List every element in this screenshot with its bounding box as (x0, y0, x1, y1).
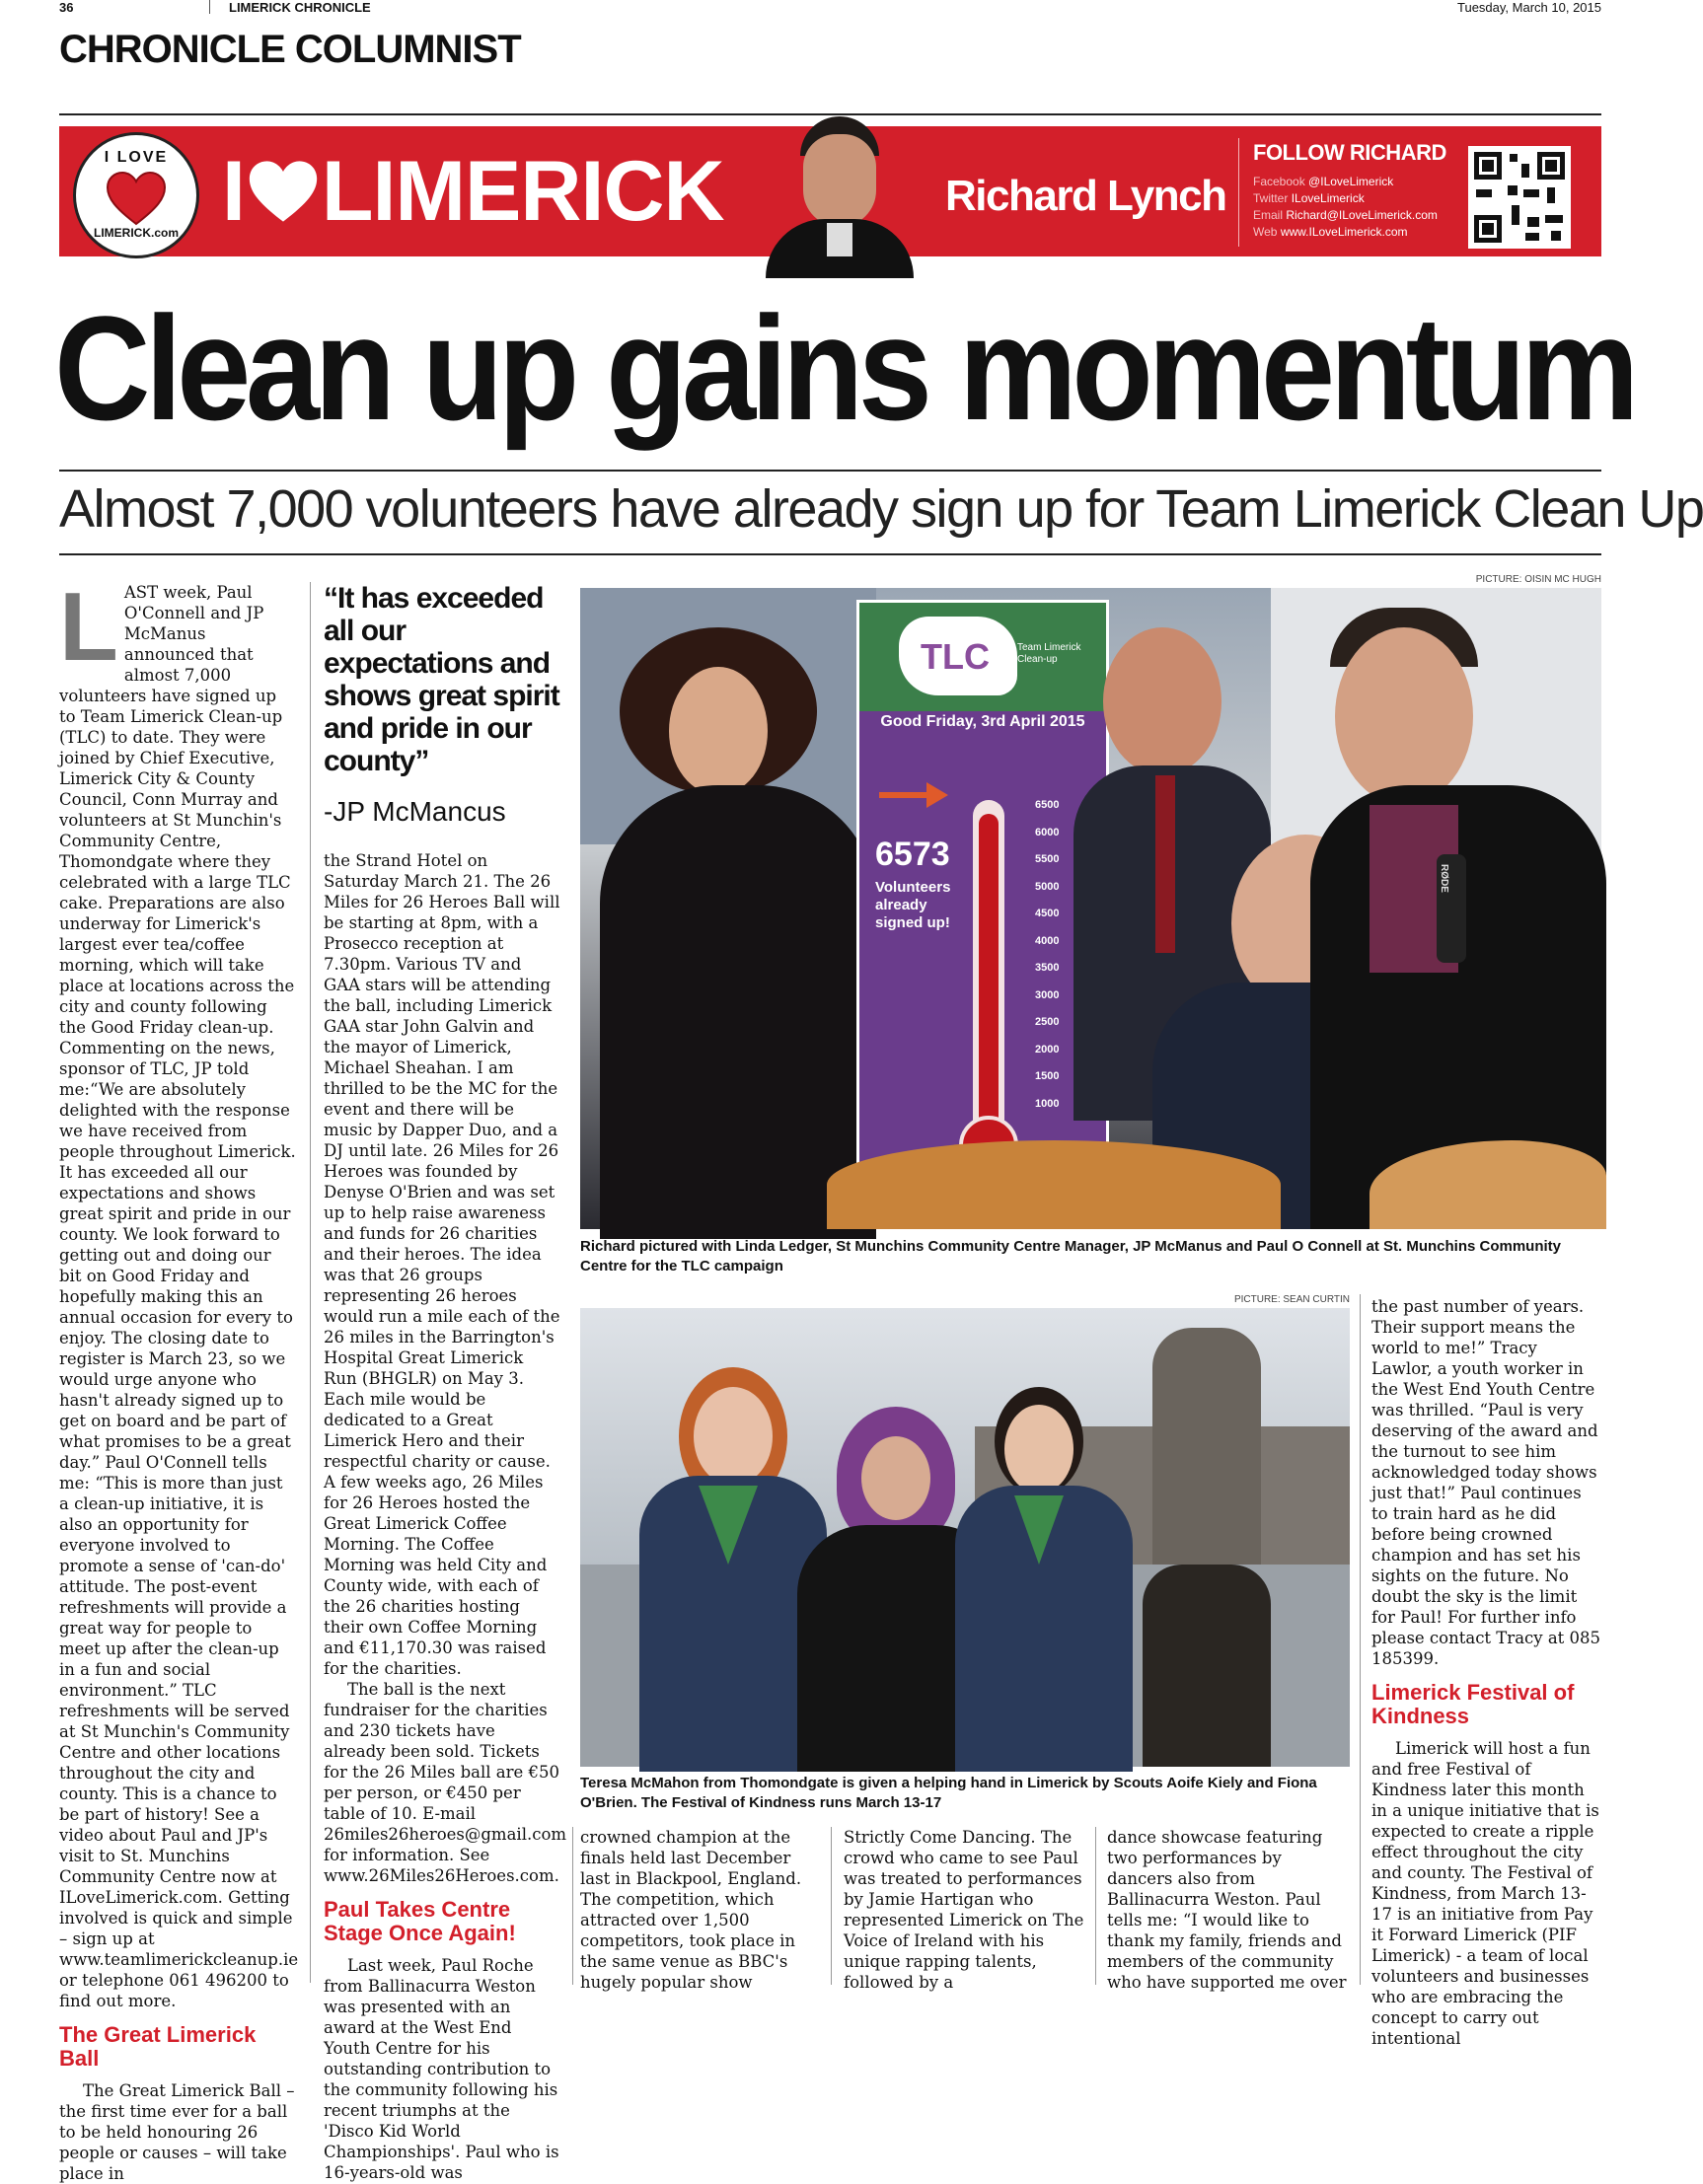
heart-icon (247, 159, 320, 224)
sign-logo-sub: Team Limerick Clean-up (1017, 642, 1081, 665)
right-paragraph-1: the past number of years. Their support means the world to me!” Tracy Lawlor, a youth worker in the West End Youth Centre was thrilled. “Paul is very deserving of the award and the turnout to see him acknowledged today shows just that!” Paul continues to train hard as he did before being crowned champion and has set his sights on the future. No doubt the sky is the limit for Paul! For further info please contact Tracy at 085 185399. (1371, 1297, 1601, 1668)
header-divider (209, 0, 210, 14)
microphone-label: RØDE (1439, 864, 1449, 893)
section-title: CHRONICLE COLUMNIST (59, 28, 521, 71)
scale-tick: 6000 (1035, 826, 1060, 838)
scale-tick: 3500 (1035, 962, 1060, 974)
photo-tlc-campaign (580, 588, 1601, 1229)
thermometer-mercury (979, 814, 999, 1129)
photo-festival-of-kindness (580, 1308, 1350, 1767)
paper-name: LIMERICK CHRONICLE (229, 0, 371, 15)
headshot-face (803, 134, 876, 227)
bottom-column-2 (844, 1827, 1085, 1992)
arrow-right-icon (879, 780, 948, 810)
section-heading-ball: The Great Limerick Ball (59, 2022, 257, 2071)
twitter-link[interactable]: ILoveLimerick (1291, 191, 1365, 205)
sign-count: 6573 (875, 836, 950, 873)
pull-quote: “It has exceeded all our expectations and shows great spirit and pride in our county” (324, 582, 559, 777)
photo2-credit: PICTURE: SEAN CURTIN (1233, 1294, 1350, 1305)
col1-paragraph-2: The Great Limerick Ball – the first time ever for a ball to be held honouring 26 people or causes – will take place in (59, 2081, 295, 2183)
subheadline: Almost 7,000 volunteers have already sign up for Team Limerick Clean Up (59, 479, 1703, 539)
photo2-castle-tower (1152, 1328, 1261, 1565)
photo1-credit: PICTURE: OISIN MC HUGH (1475, 574, 1601, 585)
column-divider (1360, 1294, 1361, 1985)
follow-facebook: Facebook @ILoveLimerick (1253, 175, 1394, 188)
subheadline-rule (59, 553, 1601, 555)
scale-tick: 3000 (1035, 988, 1060, 1001)
scale-tick: 4500 (1035, 908, 1060, 919)
scale-tick: 6500 (1035, 799, 1060, 811)
column-divider (1095, 1827, 1096, 1985)
scale-tick: 1000 (1035, 1097, 1060, 1110)
scale-tick: 1500 (1035, 1070, 1060, 1082)
article-column-2 (324, 582, 567, 2182)
photo1-woman-dress (600, 785, 876, 1239)
photo2-girl1-face (694, 1387, 773, 1486)
header-rule (59, 113, 1601, 115)
bottom-column-3 (1107, 1827, 1349, 1992)
photo2-woman-face (861, 1436, 930, 1520)
follow-twitter: Twitter ILoveLimerick (1253, 191, 1365, 205)
scale-tick: 5000 (1035, 880, 1060, 893)
section-heading-paul: Paul Takes Centre Stage Once Again! (324, 1897, 516, 1945)
facebook-link[interactable]: @ILoveLimerick (1308, 175, 1394, 188)
banner-title-limerick: LIMERICK (321, 144, 724, 239)
photo1-hot-cross-buns (827, 1140, 1281, 1229)
banner-title (222, 144, 724, 239)
issue-date: Tuesday, March 10, 2015 (1457, 0, 1601, 15)
article-column-1 (59, 572, 299, 2183)
follow-list (1253, 174, 1438, 241)
qr-code-icon[interactable] (1468, 146, 1571, 249)
columnist-name: Richard Lynch (945, 172, 1226, 220)
logo-text-top: I LOVE (104, 149, 169, 166)
col2-paragraph-3: Last week, Paul Roche from Ballinacurra Weston was presented with an award at the West End Youth Centre for his outstanding contribution to the community following his recent triumphs at the 'Disco Kid World Championships'. Paul who is 16-years-old was (324, 1956, 559, 2182)
column-divider (310, 582, 311, 1983)
scale-tick: 2500 (1035, 1016, 1060, 1028)
col2-paragraph-1: the Strand Hotel on Saturday March 21. The 26 Miles for 26 Heroes Ball will be starting at 8pm, with a Prosecco reception at 7.30pm. Various TV and GAA stars will be attending the ball, including Limerick GAA star John Galvin and the mayor of Limerick, Michael Sheahan. I am thrilled to be the MC for the event and there will be music by Dapper Duo, and a DJ until late. 26 Miles for 26 Heroes was founded by Denyse O'Brien and was set up to help raise awareness and funds for 26 charities and their heroes. The idea was that 26 groups representing 26 heroes would run a mile each of the 26 miles in the Barrington's Hospital Great Limerick Run (BHGLR) on May 3. Each mile would be dedicated to a Great Limerick Hero and their respectful charity or cause. A few weeks ago, 26 Miles for 26 Heroes hosted the Great Limerick Coffee Morning. The Coffee Morning was held City and County wide, with each of the 26 charities hosting their own Coffee Morning and €11,170.30 was raised for the charities. (324, 851, 560, 1678)
i-love-limerick-logo (73, 132, 199, 258)
photo1-woman-face (669, 667, 768, 795)
bottom-column-1 (580, 1827, 817, 1992)
photo2-caption: Teresa McMahon from Thomondgate is given a helping hand in Limerick by Scouts Aoife Kiely and Fiona O'Brien. The Festival of Kindness runs March 13-17 (580, 1775, 1317, 1811)
photo2-girl2-face (1004, 1405, 1074, 1493)
headline: Clean up gains momentum (54, 285, 1635, 451)
col2-paragraph-2: The ball is the next fundraiser for the charities and 230 tickets have already been sold. Tickets for the 26 Miles ball are €50 per person, or €450 per table of 10. E-mail 26miles26heroes@gmail.com for information. See www.26Miles26Heroes.com. (324, 1680, 567, 1885)
column-divider (831, 1827, 832, 1985)
banner-title-i: I (222, 144, 245, 239)
follow-box (1238, 138, 1446, 247)
photo1-caption: Richard pictured with Linda Ledger, St Munchins Community Centre Manager, JP McManus and Paul O Connell at St. Munchins Community Centre for the TLC campaign (580, 1238, 1562, 1274)
col1-paragraph: AST week, Paul O'Connell and JP McManus announced that almost 7,000 volunteers have signed up to Team Limerick Clean-up (TLC) to date. They were joined by Chief Executive, Limerick City & County Council, Conn Murray and volunteers at St Munchin's Community Centre, Thomondgate where they celebrated with a large TLC cake. Preparations are also underway for Limerick's largest ever tea/coffee morning, which will take place at locations across the city and county following the Good Friday clean-up. Commenting on the news, sponsor of TLC, JP told me:“We are absolutely delighted with the response we have received from people throughout Limerick. It has exceeded all our expectations and shows great spirit and pride in our county. We look forward to getting out and doing our bit on Good Friday and hopefully making this an annual occasion for every to enjoy. The closing date to register is March 23, so we would urge anyone who hasn't already signed up to get on board and be part of what promises to be a great day.” Paul O'Connell tells me: “This is more than just a clean-up initiative, it is also an opportunity for everyone involved to promote a sense of 'can-do' attitude. The post-event refreshments will provide a great way for people to meet up after the clean-up in a fun and social environment.” TLC refreshments will be served at St Munchin's Community Centre and other locations throughout the city and county. This is a chance to be part of history! See a video about Paul and JP's visit to St. Munchins Community Centre now at ILoveLimerick.com. Getting involved is quick and simple – sign up at www.teamlimerickcleanup.ie or telephone 061 496200 to find out more. (59, 583, 299, 2010)
sign-text: Volunteers already signed up! (875, 879, 951, 931)
photo1-jp-face (1103, 627, 1222, 775)
section-heading-kindness: Limerick Festival of Kindness (1371, 1680, 1575, 1728)
headshot-shirt (827, 223, 852, 256)
photo2-stone-bollard (1143, 1565, 1271, 1767)
scale-tick: 4000 (1035, 934, 1060, 947)
sign-logo: TLC (921, 636, 990, 677)
columnist-headshot (766, 116, 914, 256)
photo1-jp-tie (1155, 775, 1175, 953)
follow-email: Email Richard@ILoveLimerick.com (1253, 208, 1438, 222)
bottom-col1-text: crowned champion at the finals held last December last in Blackpool, England. The competition, which attracted over 1,500 competitors, took place in the same venue as BBC's hugely popular show (580, 1828, 802, 1992)
pull-quote-attribution: -JP McMancus (324, 796, 506, 827)
follow-web: Web www.ILoveLimerick.com (1253, 225, 1408, 239)
scale-tick: 2000 (1035, 1043, 1060, 1056)
column-divider (572, 1827, 573, 1985)
headline-rule (59, 470, 1601, 472)
scale-tick: 5500 (1035, 853, 1060, 865)
sign-date: Good Friday, 3rd April 2015 (880, 713, 1085, 730)
photo1-richard-face (1335, 627, 1473, 805)
tlc-thermometer-sign (856, 600, 1109, 1198)
drop-cap: L (59, 572, 118, 681)
heart-icon (106, 171, 167, 226)
follow-title: FOLLOW RICHARD (1253, 140, 1446, 165)
bottom-col2-text: Strictly Come Dancing. The crowd who came to see Paul was treated to performances by Jamie Hartigan who represented Limerick on The Voice of Ireland with his unique rapping talents, followed by a (844, 1828, 1084, 1992)
web-link[interactable]: www.ILoveLimerick.com (1280, 225, 1408, 239)
right-column (1371, 1296, 1601, 2048)
right-paragraph-2: Limerick will host a fun and free Festival of Kindness later this month in a unique initiative that is expected to create a ripple effect throughout the city and county. The Festival of Kindness, from March 13-17 is an initiative from Pay it Forward Limerick (PIF Limerick) - a team of local volunteers and businesses who are embracing the concept to carry out intentional (1371, 1739, 1599, 2048)
bottom-col3-text: dance showcase featuring two performances by dancers also from Ballinacurra Weston. Paul tells me: “I would like to thank my family, friends and members of the community who have supported me over (1107, 1828, 1347, 1992)
logo-text-bottom: LIMERICK.com (93, 226, 179, 240)
email-link[interactable]: Richard@ILoveLimerick.com (1286, 208, 1438, 222)
page-number: 36 (59, 0, 74, 15)
